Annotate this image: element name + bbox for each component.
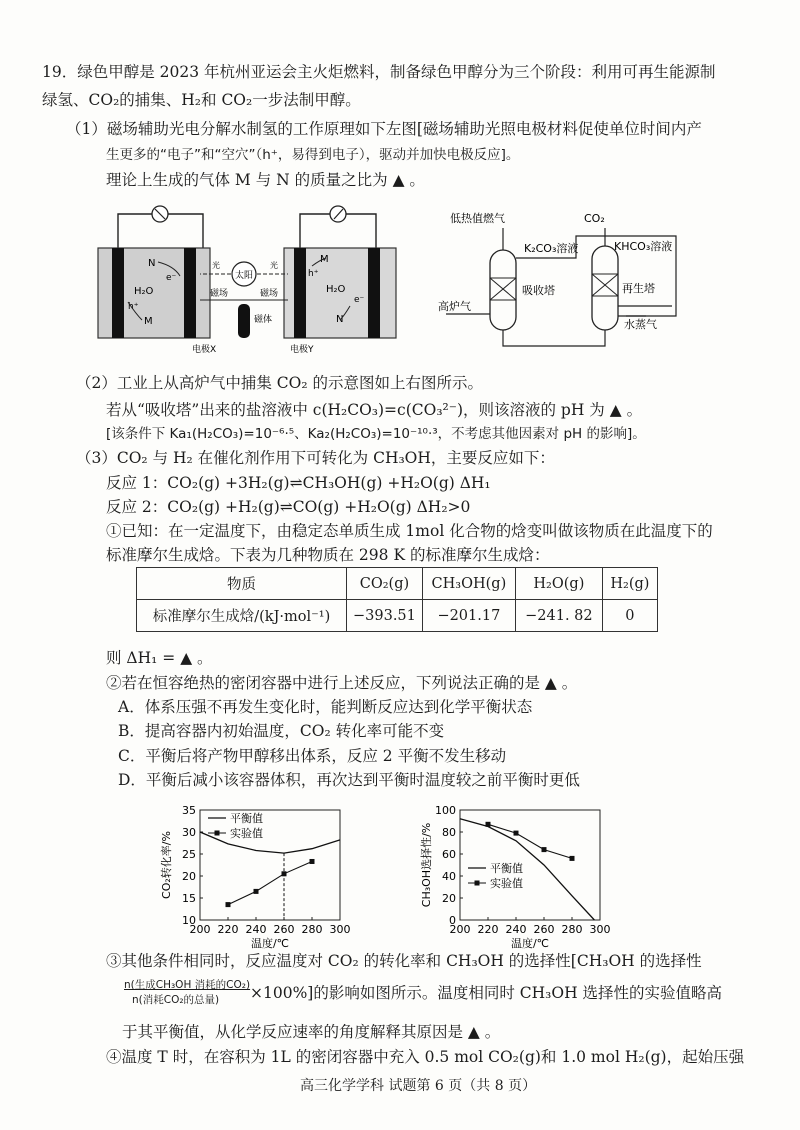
- svg-text:N: N: [148, 258, 156, 269]
- left-cell-electrode: [112, 248, 124, 338]
- table-header-cell: H₂O(g): [515, 568, 602, 600]
- x-tick-label: 300: [589, 923, 611, 936]
- reaction-2: 反应 2：CO₂(g) +H₂(g)⇌CO(g) +H₂O(g) ΔH₂>0: [106, 498, 471, 516]
- x-tick-label: 280: [561, 923, 583, 936]
- part1-line1: （1）磁场辅助光电分解水制氢的工作原理如下左图[磁场辅助光照电极材料促使单位时间内产: [66, 120, 702, 138]
- series-experimental-line: [228, 862, 312, 905]
- series-equilibrium-line: [460, 819, 594, 920]
- x-tick-label: 240: [505, 923, 527, 936]
- right-cell-electrode: [368, 248, 380, 338]
- y-tick-label: 60: [442, 848, 456, 861]
- question-stem-line1: 19．绿色甲醇是 2023 年杭州亚运会主火炬燃料，制备绿色甲醇分为三个阶段：利用可再生能源制: [42, 63, 716, 81]
- q1-line2: 标准摩尔生成焓。下表为几种物质在 298 K 的标准摩尔生成焓：: [106, 546, 550, 564]
- table-row: [137, 568, 658, 600]
- legend-equilibrium-label: 平衡值: [490, 862, 523, 875]
- part1-question: 理论上生成的气体 M 与 N 的质量之比为 ▲ 。: [106, 171, 425, 189]
- svg-text:h⁺: h⁺: [128, 302, 139, 312]
- y-tick-label: 80: [442, 826, 456, 839]
- co2-conversion-chart: [150, 800, 370, 950]
- x-axis-label: 温度/℃: [510, 937, 550, 950]
- ch3oh-selectivity-chart: [410, 800, 630, 950]
- legend-experimental-label: 实验值: [230, 827, 263, 840]
- experimental-point: [310, 859, 315, 864]
- legend-experimental-label: 实验值: [490, 877, 523, 890]
- y-axis-label: CO₂转化率/%: [160, 831, 173, 899]
- part2-line1: （2）工业上从高炉气中捕集 CO₂ 的示意图如上右图所示。: [76, 374, 483, 392]
- x-tick-label: 200: [189, 923, 211, 936]
- q3-line3: 于其平衡值，从化学反应速率的角度解释其原因是 ▲ 。: [122, 1023, 501, 1041]
- x-tick-label: 300: [329, 923, 351, 936]
- svg-text:光: 光: [212, 261, 220, 270]
- enthalpy-table: [136, 567, 658, 632]
- q3-line1: ③其他条件相同时，反应温度对 CO₂ 的转化率和 CH₃OH 的选择性[CH₃OH 的选择性: [106, 952, 702, 970]
- svg-text:再生塔: 再生塔: [622, 282, 655, 295]
- q1-answer-line: 则 ΔH₁ = ▲ 。: [106, 649, 213, 667]
- q2-line: ②若在恒容绝热的密闭容器中进行上述反应，下列说法正确的是 ▲ 。: [106, 674, 578, 692]
- table-row-label: 标准摩尔生成焓/(kJ·mol⁻¹): [137, 600, 347, 632]
- q3-line2: ×100%]的影响如图所示。温度相同时 CH₃OH 选择性的实验值略高: [250, 984, 723, 1002]
- electrode-y: [294, 248, 306, 338]
- regeneration-tower: [592, 246, 618, 330]
- y-tick-label: 0: [449, 914, 456, 927]
- table-cell: 0: [602, 600, 657, 632]
- svg-text:N: N: [336, 314, 344, 325]
- y-tick-label: 40: [442, 870, 456, 883]
- svg-text:高炉气: 高炉气: [438, 300, 471, 313]
- x-tick-label: 260: [533, 923, 555, 936]
- svg-text:水蒸气: 水蒸气: [624, 318, 657, 331]
- x-tick-label: 280: [301, 923, 323, 936]
- series-equilibrium-line: [200, 832, 340, 853]
- x-axis-label: 温度/℃: [250, 937, 290, 950]
- legend-experimental-marker: [475, 881, 480, 886]
- experimental-point: [226, 902, 231, 907]
- table-cell: −393.51: [347, 600, 423, 632]
- svg-text:H₂O: H₂O: [326, 284, 346, 295]
- table-header-cell: CO₂(g): [347, 568, 423, 600]
- option-b: B．提高容器内初始温度，CO₂ 转化率可能不变: [118, 722, 445, 740]
- y-tick-label: 100: [435, 804, 456, 817]
- option-a: A．体系压强不再发生变化时，能判断反应达到化学平衡状态: [118, 698, 533, 716]
- co2-capture-diagram: [436, 206, 698, 356]
- y-tick-label: 20: [182, 870, 196, 883]
- table-header-cell: H₂(g): [602, 568, 657, 600]
- y-tick-label: 35: [182, 804, 196, 817]
- electrolysis-diagram: [88, 196, 418, 356]
- svg-text:电极X: 电极X: [192, 345, 217, 355]
- svg-text:KHCO₃溶液: KHCO₃溶液: [614, 240, 673, 253]
- x-tick-label: 220: [477, 923, 499, 936]
- svg-text:CO₂: CO₂: [584, 212, 605, 225]
- table-row: [137, 600, 658, 632]
- experimental-point: [514, 831, 519, 836]
- experimental-point: [254, 889, 259, 894]
- svg-text:低热值燃气: 低热值燃气: [450, 212, 505, 225]
- reaction-1: 反应 1：CO₂(g) +3H₂(g)⇌CH₃OH(g) +H₂O(g) ΔH₁: [106, 474, 491, 492]
- y-tick-label: 10: [182, 914, 196, 927]
- svg-text:M: M: [144, 316, 153, 327]
- y-tick-label: 20: [442, 892, 456, 905]
- svg-text:H₂O: H₂O: [134, 286, 154, 297]
- experimental-point: [570, 856, 575, 861]
- x-tick-label: 260: [273, 923, 295, 936]
- experimental-point: [542, 847, 547, 852]
- y-tick-label: 30: [182, 826, 196, 839]
- option-c: C．平衡后将产物甲醇移出体系，反应 2 平衡不发生移动: [118, 747, 507, 765]
- option-d: D．平衡后减小该容器体积，再次达到平衡时温度较之前平衡时更低: [118, 771, 580, 789]
- part2-note: [该条件下 Ka₁(H₂CO₃)=10⁻⁶·⁵、Ka₂(H₂CO₃)=10⁻¹⁰·³，不考虑其他因素对 pH 的影响]。: [106, 426, 646, 442]
- svg-text:h⁺: h⁺: [308, 269, 319, 279]
- svg-text:M: M: [320, 254, 329, 265]
- svg-text:电极Y: 电极Y: [290, 345, 314, 355]
- svg-text:磁场: 磁场: [260, 289, 279, 299]
- legend-experimental-marker: [215, 831, 220, 836]
- part2-question: 若从“吸收塔”出来的盐溶液中 c(H₂CO₃)=c(CO₃²⁻)，则该溶液的 pH 为 ▲ 。: [106, 401, 643, 419]
- absorber-tower: [490, 250, 516, 330]
- plot-frame: [200, 810, 340, 920]
- svg-text:e⁻: e⁻: [166, 273, 177, 283]
- question-stem-line2: 绿氢、CO₂的捕集、H₂和 CO₂一步法制甲醇。: [42, 91, 361, 109]
- y-tick-label: 25: [182, 848, 196, 861]
- electrode-x: [184, 248, 196, 338]
- y-tick-label: 15: [182, 892, 196, 905]
- q4-line: ④温度 T 时，在容积为 1L 的密闭容器中充入 0.5 mol CO₂(g)和 1.0 mol H₂(g)，起始压强: [106, 1048, 745, 1066]
- table-header-label: 物质: [137, 568, 347, 600]
- svg-text:光: 光: [270, 261, 278, 270]
- magnet: [238, 304, 250, 338]
- legend-equilibrium-label: 平衡值: [230, 812, 263, 825]
- svg-text:磁场: 磁场: [210, 289, 229, 299]
- x-tick-label: 220: [217, 923, 239, 936]
- svg-text:K₂CO₃溶液: K₂CO₃溶液: [524, 242, 579, 255]
- experimental-point: [486, 822, 491, 827]
- svg-text:e⁻: e⁻: [354, 295, 365, 305]
- table-cell: −241. 82: [515, 600, 602, 632]
- y-axis-label: CH₃OH选择性/%: [420, 822, 433, 908]
- page-footer: 高三化学学科 试题第 6 页（共 8 页）: [300, 1078, 537, 1094]
- x-tick-label: 200: [449, 923, 471, 936]
- part3-line1: （3）CO₂ 与 H₂ 在催化剂作用下可转化为 CH₃OH，主要反应如下：: [76, 449, 555, 467]
- fraction-numerator: n(生成CH₃OH 消耗的CO₂): [124, 979, 251, 991]
- q1-line1: ①已知：在一定温度下，由稳定态单质生成 1mol 化合物的焓变叫做该物质在此温度下的: [106, 522, 713, 540]
- svg-text:太阳: 太阳: [234, 271, 254, 281]
- table-cell: −201.17: [422, 600, 515, 632]
- table-header-cell: CH₃OH(g): [422, 568, 515, 600]
- fraction-denominator: n(消耗CO₂的总量): [132, 994, 220, 1006]
- svg-text:磁体: 磁体: [254, 315, 273, 325]
- svg-text:吸收塔: 吸收塔: [522, 284, 555, 297]
- x-tick-label: 240: [245, 923, 267, 936]
- part1-line2: 生更多的“电子”和“空穴”（h⁺，易得到电子），驱动并加快电极反应]。: [106, 147, 520, 163]
